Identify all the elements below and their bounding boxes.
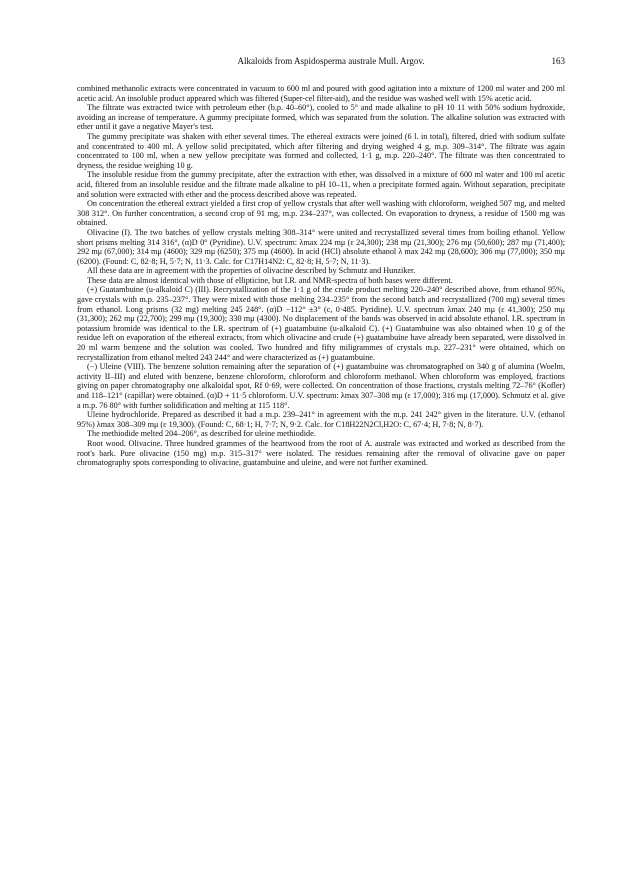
paragraph-3: The gummy precipitate was shaken with ether several times. The ethereal extracts were joined (6 l. in total), filtered, dried with sodium sulfate and concentrated to 400 ml. A yellow solid precipitated, which after filtering and drying weighed 4 g, m.p. 309–314°. The filtrate was again concentrated to 100 ml, when a new yellow precipitate was formed and collected, 1·1 g, m.p. 220–240°. The filtrate was then concentrated to dryness, the residue weighing 10 g. bbox=[77, 131, 565, 170]
paragraph-2: The filtrate was extracted twice with petroleum ether (b.p. 40–60°), cooled to 5° and made alkaline to pH 10 11 with 50% sodium hydroxide, avoiding an increase of temperature. A gummy precipitate formed, which was separated from the solution. The alkaline solution was extracted with ether until it gave a negative Mayer's test. bbox=[77, 103, 565, 132]
paragraph-methiodide: The methiodide melted 204–206°, as described for uleine methiodide. bbox=[87, 429, 316, 439]
paragraph-guatambuine: (+) Guatambuine (u-alkaloid C) (III). Recrystallization of the 1·1 g of the crude product melting 220–240° described above, from ethanol 95%, gave crystals with m.p. 235–237°. They were mixed with those melting 234–235° from the second batch and recrystallized (700 mg) several times from ethanol. Long prisms (32 mg) melting 245 248°. (α)D −112° ±3° (c, 0·485. Pyridine). U.V. spectrum λmax 240 mμ (ε 41,300); 250 mμ (31,300); 262 mμ (22,700); 299 mμ (19,300); 330 mμ (4300). No displacement of the bands was observed in acid absolute ethanol. I.R. spectrum in potassium bromide was identical to the I.R. spectrum of (+) guatambuine (u-alkaloid C). (+) Guatambuine was also obtained when 10 g of the residue left on evaporation of the ethereal extracts, from which olivacine and crude (+) guatambuine have already been separated, were dissolved in 20 ml warm benzene and the solution was cooled. Two hundred and fifty miligrammes of crystals m.p. 227–231° were obtained, which on recrystallization from ethanol melted 243 244° and were characterized as (+) guatambuine. bbox=[77, 285, 565, 362]
page-number: 163 bbox=[551, 56, 565, 66]
paragraph-8: These data are almost identical with those of ellipticine, but I.R. and NMR-spectra of both bases were different. bbox=[87, 275, 453, 285]
paragraph-7: All these data are in agreement with the properties of olivacine described by Schmutz and Hunziker. bbox=[87, 266, 416, 276]
paragraph-4: The insoluble residue from the gummy precipitate, after the extraction with ether, was dissolved in a mixture of 600 ml water and 100 ml acetic acid, filtered from an insoluble residue and the filtrate made alkaline to pH 10–11, when a precipitate formed again. Without separation, precipitate and solution were extracted with ether and the process described above was repeated. bbox=[77, 170, 565, 199]
paragraph-5: On concentration the ethereal extract yielded a first crop of yellow crystals that after well washing with chloroform, weighed 507 mg, and melted 308 312°. On further concentration, a second crop of 91 mg, m.p. 234–237°, was collected. On evaporation to dryness, a residue of 1500 mg was obtained. bbox=[77, 199, 565, 228]
paragraph-uleine: (−) Uleine (VIII). The benzene solution remaining after the separation of (+) guatambuine was chromatographed on 340 g of alumina (Woelm, activity II–III) and eluted with benzene, benzene chloroform, chloroform and chloroform methanol. When chloroform was employed, fractions giving on paper chromatography one alkaloidal spot, Rf 0·69, were collected. On concentration of those fractions, crystals melting 72–76° (Kofler) and 118–121° (capillar) were obtained. (α)D + 11·5 chloroform. U.V. spectrum: λmax 307–308 mμ (ε 17,000); 316 mμ (17,000). Schmutz et al. give a m.p. 76 80° with further solidification and melting at 115 118°. bbox=[77, 362, 565, 410]
paragraph-1: combined methanolic extracts were concentrated in vacuum to 600 ml and poured with good agitation into a mixture of 1200 ml water and 200 ml acetic acid. An insoluble product appeared which was filtered (Super-cel filter-aid), and the residue was washed well with 15% acetic acid. bbox=[77, 84, 565, 103]
paragraph-root-wood: Root wood. Olivacine. Three hundred grammes of the heartwood from the root of A. australe was extracted and worked as described from the root's bark. Pure olivacine (150 mg) m.p. 315–317° were isolated. The residues remaining after the removal of olivacine gave on paper chromatography spots corresponding to olivacine, guatambuine and uleine, and were not further examined. bbox=[77, 438, 565, 468]
paragraph-uleine-hydrochloride: Uleine hydrochloride. Prepared as described it had a m.p. 239–241° in agreement with the m.p. 241 242° given in the literature. U.V. (ethanol 95%) λmax 308–309 mμ (ε 19,300). (Found: C, 68·1; H, 7·7; N, 9·2. Calc. for C18H22N2Cl,H2O: C, 67·4; H, 7·8; N, 8·7). bbox=[77, 410, 565, 429]
running-title: Alkaloids from Aspidosperma australe Mull. Argov. bbox=[237, 56, 425, 66]
article-body bbox=[77, 84, 565, 468]
paragraph-olivacine: Olivacine (I). The two batches of yellow crystals melting 308–314° were united and recrystallized several times from boiling ethanol. Yellow short prisms melting 314 316°, (α)D 0° (Pyridine). U.V. spectrum: λmax 224 mμ (ε 24,300); 238 mμ (21,300); 276 mμ (50,600); 287 mμ (71,400); 292 mμ (67,000); 314 mμ (4600); 329 mμ (6250); 375 mμ (4600). In acid (HCl) absolute ethanol λ max 242 mμ (28,600); 306 mμ (77,000); 350 mμ (6200). (Found: C, 82·8; H, 5·7; N, 11·3. Calc. for C17H14N2: C, 82·8; H, 5·7; N, 11·3). bbox=[77, 227, 565, 266]
running-header bbox=[77, 54, 565, 68]
